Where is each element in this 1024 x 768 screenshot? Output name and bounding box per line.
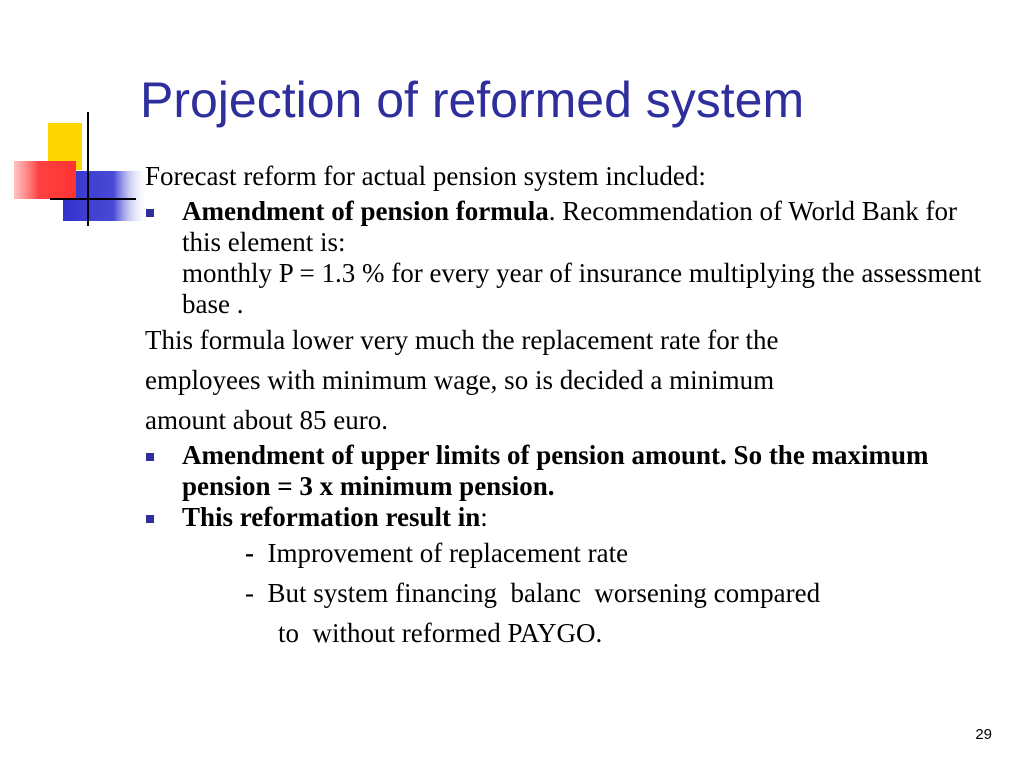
paragraph-line: This formula lower very much the replacement rate for the: [145, 325, 779, 355]
intro-text: Forecast reform for actual pension system included:: [145, 161, 706, 191]
paragraph-line: employees with minimum wage, so is decided a minimum: [145, 365, 775, 395]
decorative-squares-logo: [0, 0, 150, 240]
result-text: But system financing balanc worsening compared: [254, 578, 821, 608]
result-dash: -: [245, 578, 254, 608]
paragraph-line: amount about 85 euro.: [145, 405, 388, 435]
formula-detail: monthly P = 1.3 % for every year of insurance multiplying the assessment base .: [182, 258, 982, 319]
result-item: [145, 573, 995, 613]
bullet-square-icon: [146, 515, 154, 523]
slide-body: [145, 156, 995, 653]
bullet-square-icon: [146, 209, 154, 217]
result-item: [145, 533, 995, 573]
bullet-item-upper-limits: [145, 440, 995, 502]
result-text: Improvement of replacement rate: [254, 538, 629, 568]
slide-title: Projection of reformed system: [140, 72, 805, 128]
result-continuation: to without reformed PAYGO.: [278, 618, 603, 648]
bullet-bold-text: This reformation result in: [182, 502, 481, 532]
bullet-text: . Recommendation of World Bank for this element is:: [182, 196, 958, 257]
bullet-square-icon: [146, 453, 154, 461]
bullet-bold-text: Amendment of upper limits of pension amount. So the maximum pension = 3 x minimum pension.: [182, 440, 929, 501]
bullet-bold-text: Amendment of pension formula: [182, 196, 549, 226]
bullet-text: :: [480, 502, 488, 532]
logo-red-square: [14, 161, 76, 199]
bullet-item-formula: [145, 196, 995, 258]
result-dash: -: [245, 538, 254, 568]
page-number: 29: [975, 726, 992, 743]
bullet-item-result: [145, 502, 995, 533]
